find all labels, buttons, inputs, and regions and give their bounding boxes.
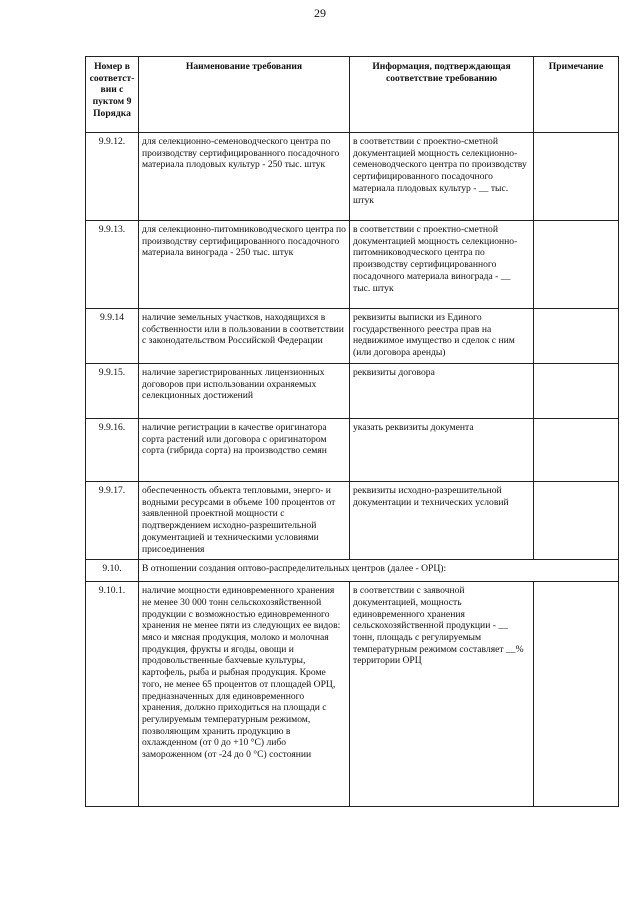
- requirement-name: обеспеченность объекта тепловыми, энерго- и водными ресурсами в объеме 100 процентов от заявленной проектной мощности с подтверждением исходно-разрешительной документацией и техническими условиями присоединения: [139, 482, 350, 560]
- requirement-info: в соответствии с проектно-сметной документацией мощность селекционно-питомниководческого центра по производству сертифицированного посадочного материала винограда - __ тыс. штук: [350, 221, 534, 309]
- row-number: 9.9.15.: [86, 364, 139, 419]
- requirement-name: для селекционно-питомниководческого центра по производству сертифицированного посадочного материала винограда - 250 тыс. штук: [139, 221, 350, 309]
- requirement-info: реквизиты исходно-разрешительной документации и технических условий: [350, 482, 534, 560]
- header-name: Наименование требования: [139, 57, 350, 133]
- requirement-note: [534, 482, 619, 560]
- row-number: 9.9.13.: [86, 221, 139, 309]
- table-row: [86, 582, 619, 807]
- row-number: 9.10.1.: [86, 582, 139, 807]
- requirement-name: для селекционно-семеноводческого центра по производству сертифицированного посадочного материала плодовых культур - 250 тыс. штук: [139, 133, 350, 221]
- table-row: [86, 364, 619, 419]
- row-number: 9.9.17.: [86, 482, 139, 560]
- requirement-info: в соответствии с проектно-сметной документацией мощность селекционно-семеноводческого центра по производству сертифицированного посадочного материала плодовых культур - __ тыс. штук: [350, 133, 534, 221]
- requirement-note: [534, 419, 619, 482]
- requirement-note: [534, 582, 619, 807]
- table-row: [86, 309, 619, 364]
- requirement-info: реквизиты договора: [350, 364, 534, 419]
- table-row: [86, 419, 619, 482]
- requirement-name: наличие регистрации в качестве оригинатора сорта растений или договора с оригинатором сорта (гибрида сорта) на производство семян: [139, 419, 350, 482]
- header-info: Информация, подтверждающая соответствие требованию: [350, 57, 534, 133]
- requirement-info: реквизиты выписки из Единого государственного реестра прав на недвижимое имущество и сделок с ним (или договора аренды): [350, 309, 534, 364]
- requirements-table: [85, 56, 619, 807]
- header-note: Примечание: [534, 57, 619, 133]
- requirement-note: [534, 364, 619, 419]
- requirement-note: [534, 221, 619, 309]
- requirement-info: в соответствии с заявочной документацией, мощность единовременного хранения сельскохозяйственной продукции - __ тонн, площадь с регулируемым температурным режимом составляет __% территории ОРЦ: [350, 582, 534, 807]
- table-row: [86, 133, 619, 221]
- requirement-note: [534, 309, 619, 364]
- section-number: 9.10.: [86, 560, 139, 582]
- page-number: 29: [314, 6, 326, 20]
- row-number: 9.9.12.: [86, 133, 139, 221]
- row-number: 9.9.16.: [86, 419, 139, 482]
- requirement-info: указать реквизиты документа: [350, 419, 534, 482]
- section-row: [86, 560, 619, 582]
- table-row: [86, 482, 619, 560]
- section-title: В отношении создания оптово-распределительных центров (далее - ОРЦ):: [139, 560, 619, 582]
- requirement-name: наличие зарегистрированных лицензионных договоров при использовании охраняемых селекционных достижений: [139, 364, 350, 419]
- requirement-name: наличие земельных участков, находящихся в собственности или в пользовании в соответствии с законодательством Российской Федерации: [139, 309, 350, 364]
- requirement-name: наличие мощности единовременного хранения не менее 30 000 тонн сельскохозяйственной продукции с возможностью единовременного хранения не менее пяти из следующих ее видов: мясо и мясная продукция, молоко и молочная продукция, фрукты и ягоды, овощи и продовольственные бахчевые культуры, картофель, рыба и рыбная продукция. Кроме того, не менее 65 процентов от площадей ОРЦ, предназначенных для единовременного хранения, должно приходиться на площади с регулируемым температурным режимом, позволяющим хранить продукцию в охлажденном (от 0 до +10 °C) либо замороженном (от -24 до 0 °C) состоянии: [139, 582, 350, 807]
- requirement-note: [534, 133, 619, 221]
- header-number: Номер в соответст-вии с пуктом 9 Порядка: [86, 57, 139, 133]
- table-row: [86, 221, 619, 309]
- table-header-row: [86, 57, 619, 133]
- row-number: 9.9.14: [86, 309, 139, 364]
